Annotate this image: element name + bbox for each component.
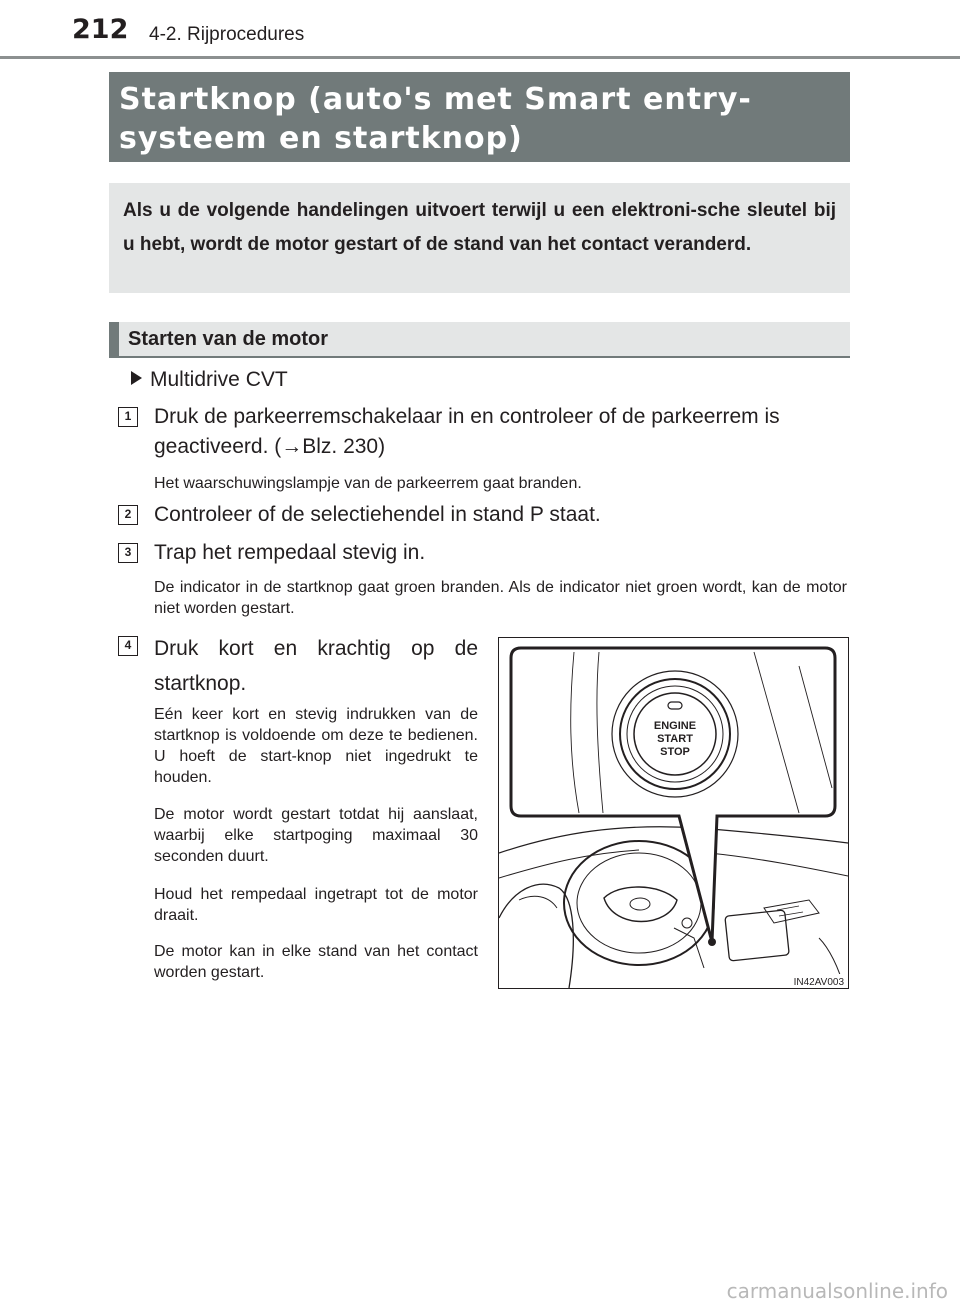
dashboard-drawing <box>499 638 848 988</box>
page-number: 212 <box>72 14 129 45</box>
bullet-item <box>131 368 288 392</box>
section-heading: Starten van de motor <box>109 322 850 358</box>
step-text-3: Trap het rempedaal stevig in. <box>154 541 426 564</box>
engine-start-stop-button-icon <box>612 671 738 797</box>
watermark: carmanualsonline.info <box>726 1279 948 1303</box>
step-note-4c: Houd het rempedaal ingetrapt tot de motor draait. <box>154 886 478 924</box>
step-text-4: Druk kort en krachtig op de startknop. <box>154 637 478 695</box>
step-note-3: De indicator in de startknop gaat groen branden. Als de indicator niet groen wordt, kan de motor niet worden gestart. <box>154 579 847 617</box>
step-note-4b: De motor wordt gestart totdat hij aanslaat, waarbij elke startpoging maximaal 30 seconden duurt. <box>154 806 478 865</box>
step-number-2: 2 <box>118 505 138 525</box>
intro-paragraph: Als u de volgende handelingen uitvoert terwijl u een elektroni-sche sleutel bij u hebt, wordt de motor gestart of de stand van het contact veranderd. <box>109 183 850 293</box>
bullet-label: Multidrive CVT <box>150 368 288 391</box>
step-number-3: 3 <box>118 543 138 563</box>
page-title: Startknop (auto's met Smart entry-systeem en startknop) <box>109 72 850 162</box>
button-label-stop: STOP <box>660 746 690 758</box>
step-text-2: Controleer of de selectiehendel in stand P staat. <box>154 503 601 526</box>
step-note-1: Het waarschuwingslampje van de parkeerrem gaat branden. <box>154 475 582 492</box>
start-button-illustration <box>498 637 849 989</box>
chapter-title: 4-2. Rijprocedures <box>149 24 305 45</box>
triangle-bullet-icon <box>131 371 142 385</box>
header-divider <box>0 56 960 59</box>
step-text-1: Druk de parkeerremschakelaar in en controleer of de parkeerrem is geactiveerd. (→Blz. 230) <box>154 405 780 458</box>
step-note-4a: Eén keer kort en stevig indrukken van de startknop is voldoende om deze te bedienen. U hoeft de start-knop niet ingedrukt te houden. <box>154 706 478 786</box>
illustration-code: IN42AV003 <box>793 977 844 988</box>
step-number-1: 1 <box>118 407 138 427</box>
button-label-start: START <box>657 733 693 745</box>
step-number-4: 4 <box>118 636 138 656</box>
button-label-engine: ENGINE <box>653 720 697 732</box>
step-note-4d: De motor kan in elke stand van het contact worden gestart. <box>154 943 478 981</box>
